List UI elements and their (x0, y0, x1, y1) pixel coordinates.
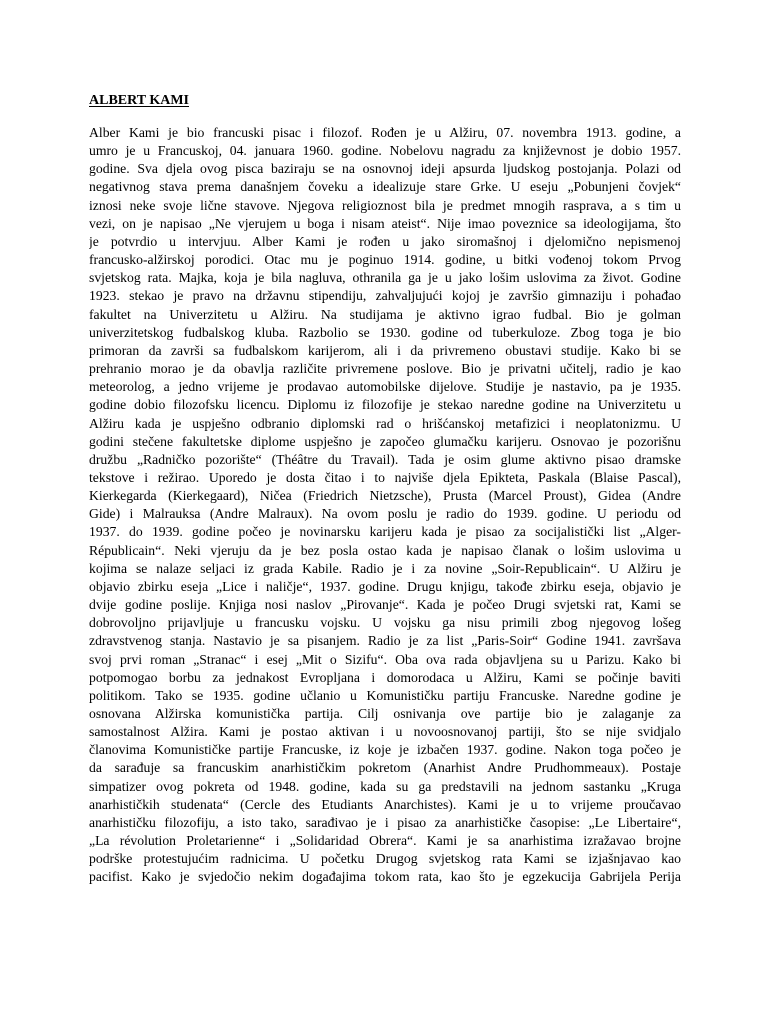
text-line: osnovana Alžirska komunistička partija. Cilj osnivanja ove partije bio je zalaganje za (89, 706, 681, 721)
text-line: dvije godine poslije. Knjiga nosi naslov „Pirovanje“. Kada je počeo Drugi svjetski rat, Kami se (89, 597, 681, 613)
text-line: Républicain“. Neki vjeruju da je bez posla ostao kada je napisao članak o lošim uslovima u (89, 542, 681, 558)
text-line: članovima Komunističke partije Francuske, iz koje je izbačen 1937. godine. Nakon toga počeo je (89, 742, 681, 758)
text-line: godine dobio filozofsku licencu. Diplomu iz filozofije je stekao naredne godine na Univerzitetu u (89, 397, 681, 413)
text-line: Gide) i Malrauksa (Andre Malraux). Na ovom poslu je radio do 1939. godine. U periodu od (89, 506, 681, 522)
text-line: objavio zbirku eseja „Lice i naličje“, 1937. godine. Drugu knjigu, takođe zbirku eseja, objavio je (89, 578, 681, 594)
text-line: dobrovoljno prijavljuje u francusku vojsku. U vojsku ga nisu primili zbog njegovog lošeg (89, 615, 681, 631)
text-line: kojima se nalaze seljaci iz grada Kabile. Radio je i za novine „Soir-Republicain“. U Alžiru je (89, 560, 681, 576)
text-line: družbu „Radničko pozorište“ (Théâtre du Travail). Tada je osim glume aktivno pisao dramske (89, 451, 681, 467)
text-line: podrške protestujućim radnicima. U početku Drugog svjetskog rata Kami se izjašnjavao kao (89, 851, 681, 867)
text-line: 1923. stekao je pravo na državnu stipendiju, zahvaljujući kojoj je završio gimnaziju i pohađao (89, 288, 681, 304)
text-line: meteorolog, a jedno vrijeme je prodavao automobilske dijelove. Studije je nastavio, pa je 1935. (89, 379, 681, 395)
text-line: iznosi neke svoje lične stavove. Njegova religioznost bila je predmet mnogih rasprava, a s tim u (89, 197, 681, 213)
text-line: Alžiru kada je uspješno odbranio diplomski rad o hrišćanskoj metafizici i neoplatonizmu. U (89, 415, 681, 431)
text-line: simpatizer ovog pokreta od 1948. godine, kada su ga predstavili na jednom sastanku „Kruga (89, 778, 681, 794)
text-line: godine. Sva djela ovog pisca baziraju se na osnovnoj ideji apsurda ljudskog postojanja. Polazi od (89, 161, 681, 177)
text-line: 1937. do 1939. godine počeo je novinarsku karijeru kada je pisao za socijalistički list „Alger- (89, 524, 681, 540)
text-line: univerzitetskog fudbalskog kluba. Razbolio se 1930. godine od tuberkuloze. Zbog toga je bio (89, 324, 681, 340)
text-line: primoran da završi sa fudbalskom karijerom, ali i da privremeno obustavi studije. Kako bi se (89, 342, 681, 358)
text-line: Alber Kami je bio francuski pisac i filozof. Rođen je u Alžiru, 07. novembra 1913. godine, a (89, 125, 681, 140)
text-line: zdravstvenog stanja. Nastavio je sa pisanjem. Radio je za list „Paris-Soir“ Godine 1941. završava (89, 633, 681, 649)
text-line: fakultet na Univerzitetu u Alžiru. Na studijama je aktivno igrao fudbal. Bio je golman (89, 306, 681, 322)
text-line: negativnog stava prema današnjem čoveku a idealizuje stare Grke. U eseju „Pobunjeni čovjek“ (89, 179, 681, 195)
text-line: tekstove i režirao. Uporedo je dosta čitao i to najviše djela Epikteta, Paskala (Blaise Pascal), (89, 469, 681, 485)
text-line: umro je u Francuskoj, 04. januara 1960. godine. Nobelovu nagradu za književnost je dobio 1957. (89, 143, 681, 159)
text-line: potpomogao borbu za jednakost Evropljana i domorodaca u Alžiru, Kami se počinje baviti (89, 669, 681, 685)
text-line: politikom. Tako se 1935. godine učlanio u Komunističku partiju Francuske. Naredne godine je (89, 687, 681, 703)
text-line: prehranio morao je da obavlja različite privremene poslove. Bio je privatni učitelj, radio je kao (89, 361, 681, 377)
document-title: ALBERT KAMI (89, 93, 189, 108)
text-line: je potvrdio u intervjuu. Alber Kami je rođen u jako siromašnoj i djelomično nepismenoj (89, 233, 681, 249)
text-line: godini stečene fakultetske diplome uspješno je započeo glumačku karijeru. Osnovao je pozorišnu (89, 433, 681, 449)
document-body (89, 124, 681, 887)
text-line: pacifist. Kako je svjedočio nekim događajima tokom rata, kao što je egzekucija Gabrijela Perija (89, 869, 681, 885)
text-line: da sarađuje sa francuskim anarhističkim pokretom (Anarhist Andre Prudhommeaux). Postaje (89, 760, 681, 776)
text-line: anarhističku filozofiju, a isto tako, sarađivao je i pisao za anarhističke časopise: „Le Libertaire“, (89, 814, 681, 830)
text-line: samostalnost Alžira. Kami je postao aktivan i u novoosnovanoj partiji, što se nije svidjalo (89, 724, 681, 740)
text-line: „La révolution Proletarienne“ i „Solidaridad Obrera“. Kami je sa anarhistima izražavao brojne (89, 833, 681, 849)
text-line: francusko-alžirskoj porodici. Otac mu je poginuo 1914. godine, u bitki vođenoj tokom Prvog (89, 252, 681, 268)
text-line: anarhističkih studenata“ (Cercle des Etudiants Anarchistes). Kami je u to vrijeme proučavao (89, 796, 681, 812)
text-line: svjetskog rata. Majka, koja je bila nagluva, othranila ga je u jako lošim uslovima za život. Godine (89, 270, 681, 286)
text-line: svoj prvi roman „Stranac“ i esej „Mit o Sizifu“. Oba ova rada objavljena su u Parizu. Kako bi (89, 651, 681, 667)
text-line: vezi, on je napisao „Ne vjerujem u boga i nisam ateist“. Nije imao poveznice sa ideologijama, što (89, 215, 681, 231)
text-line: Kierkegarda (Kierkegaard), Ničea (Friedrich Nietzsche), Prusta (Marcel Proust), Gidea (Andre (89, 488, 681, 504)
